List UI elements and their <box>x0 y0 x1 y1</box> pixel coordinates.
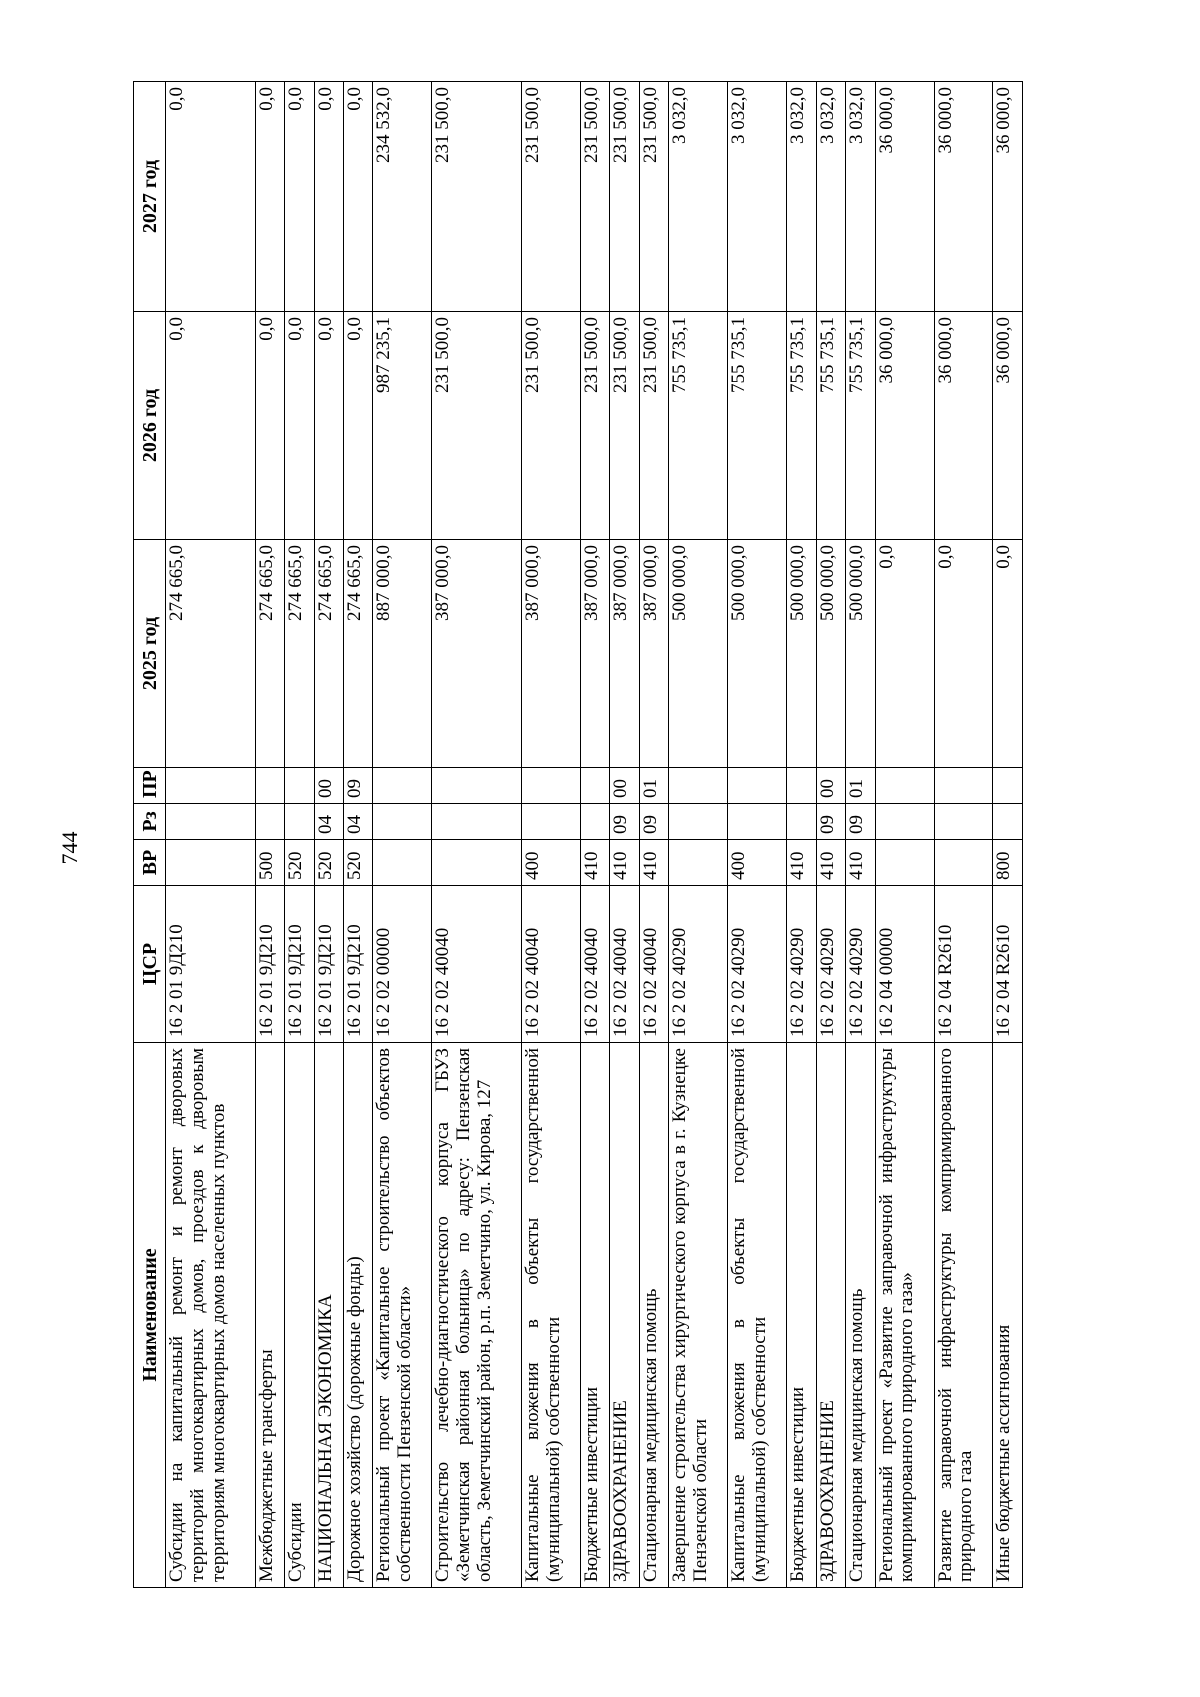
name-cell: Иные бюджетные ассигнования <box>993 1043 1023 1588</box>
rz-cell <box>255 804 284 840</box>
amount-2027-cell: 3 032,0 <box>728 82 787 312</box>
amount-2026-cell: 231 500,0 <box>580 312 609 540</box>
csr-cell: 16 2 02 40290 <box>846 886 875 1043</box>
amount-2027-cell: 0,0 <box>166 82 256 312</box>
rz-cell: 09 <box>610 804 639 840</box>
vr-cell: 410 <box>610 840 639 886</box>
rz-cell <box>875 804 934 840</box>
table-row <box>285 82 314 1588</box>
amount-2025-cell: 500 000,0 <box>787 540 816 768</box>
header-2025: 2025 год <box>134 540 166 768</box>
amount-2026-cell: 36 000,0 <box>993 312 1023 540</box>
header-2026: 2026 год <box>134 312 166 540</box>
amount-2026-cell: 0,0 <box>343 312 372 540</box>
amount-2026-cell: 987 235,1 <box>373 312 432 540</box>
csr-cell: 16 2 04 00000 <box>875 886 934 1043</box>
amount-2025-cell: 274 665,0 <box>166 540 256 768</box>
amount-2027-cell: 36 000,0 <box>993 82 1023 312</box>
pr-cell: 00 <box>816 768 845 804</box>
csr-cell: 16 2 02 40290 <box>669 886 728 1043</box>
header-pr: ПР <box>134 768 166 804</box>
amount-2026-cell: 36 000,0 <box>934 312 993 540</box>
amount-2026-cell: 755 735,1 <box>728 312 787 540</box>
amount-2026-cell: 755 735,1 <box>846 312 875 540</box>
amount-2025-cell: 500 000,0 <box>816 540 845 768</box>
rz-cell: 09 <box>816 804 845 840</box>
pr-cell: 00 <box>610 768 639 804</box>
table-row <box>166 82 256 1588</box>
pr-cell <box>728 768 787 804</box>
name-cell: ЗДРАВООХРАНЕНИЕ <box>816 1043 845 1588</box>
pr-cell <box>787 768 816 804</box>
pr-cell <box>934 768 993 804</box>
amount-2025-cell: 387 000,0 <box>580 540 609 768</box>
amount-2025-cell: 0,0 <box>993 540 1023 768</box>
name-cell: Стационарная медицинская помощь <box>639 1043 668 1588</box>
name-cell: Региональный проект «Капитальное строительство объектов собственности Пензенской области» <box>373 1043 432 1588</box>
table-row <box>432 82 522 1588</box>
csr-cell: 16 2 02 40040 <box>432 886 522 1043</box>
vr-cell: 400 <box>728 840 787 886</box>
table-row <box>816 82 845 1588</box>
table-row <box>787 82 816 1588</box>
rz-cell <box>993 804 1023 840</box>
amount-2027-cell: 3 032,0 <box>846 82 875 312</box>
vr-cell <box>934 840 993 886</box>
pr-cell <box>521 768 580 804</box>
csr-cell: 16 2 01 9Д210 <box>166 886 256 1043</box>
vr-cell <box>669 840 728 886</box>
pr-cell <box>166 768 256 804</box>
name-cell: Межбюджетные трансферты <box>255 1043 284 1588</box>
name-cell: НАЦИОНАЛЬНАЯ ЭКОНОМИКА <box>314 1043 343 1588</box>
amount-2027-cell: 231 500,0 <box>521 82 580 312</box>
csr-cell: 16 2 02 40040 <box>639 886 668 1043</box>
vr-cell <box>373 840 432 886</box>
name-cell: Капитальные вложения в объекты государственной (муниципальной) собственности <box>521 1043 580 1588</box>
vr-cell: 410 <box>639 840 668 886</box>
amount-2026-cell: 231 500,0 <box>639 312 668 540</box>
name-cell: Капитальные вложения в объекты государственной (муниципальной) собственности <box>728 1043 787 1588</box>
rz-cell <box>521 804 580 840</box>
table-row <box>255 82 284 1588</box>
amount-2025-cell: 274 665,0 <box>343 540 372 768</box>
amount-2027-cell: 3 032,0 <box>787 82 816 312</box>
table-row <box>521 82 580 1588</box>
amount-2025-cell: 274 665,0 <box>255 540 284 768</box>
header-vr: ВР <box>134 840 166 886</box>
name-cell: Развитие заправочной инфраструктуры компримированного природного газа <box>934 1043 993 1588</box>
rz-cell: 04 <box>343 804 372 840</box>
pr-cell: 00 <box>314 768 343 804</box>
amount-2026-cell: 231 500,0 <box>432 312 522 540</box>
vr-cell: 410 <box>580 840 609 886</box>
table-row <box>993 82 1023 1588</box>
name-cell: Дорожное хозяйство (дорожные фонды) <box>343 1043 372 1588</box>
amount-2026-cell: 0,0 <box>255 312 284 540</box>
rz-cell <box>285 804 314 840</box>
budget-table <box>133 81 1023 1588</box>
amount-2025-cell: 0,0 <box>875 540 934 768</box>
rotated-table-container <box>133 82 1023 1588</box>
rz-cell: 09 <box>639 804 668 840</box>
vr-cell: 410 <box>816 840 845 886</box>
amount-2025-cell: 887 000,0 <box>373 540 432 768</box>
amount-2025-cell: 274 665,0 <box>285 540 314 768</box>
csr-cell: 16 2 01 9Д210 <box>285 886 314 1043</box>
amount-2026-cell: 0,0 <box>285 312 314 540</box>
csr-cell: 16 2 02 40040 <box>521 886 580 1043</box>
name-cell: Региональный проект «Развитие заправочной инфраструктуры компримированного природного газа» <box>875 1043 934 1588</box>
vr-cell: 520 <box>343 840 372 886</box>
rz-cell <box>580 804 609 840</box>
amount-2027-cell: 0,0 <box>255 82 284 312</box>
amount-2025-cell: 387 000,0 <box>521 540 580 768</box>
table-row <box>639 82 668 1588</box>
csr-cell: 16 2 02 40290 <box>728 886 787 1043</box>
csr-cell: 16 2 02 40290 <box>787 886 816 1043</box>
rz-cell <box>432 804 522 840</box>
amount-2027-cell: 3 032,0 <box>669 82 728 312</box>
rz-cell <box>166 804 256 840</box>
vr-cell: 410 <box>846 840 875 886</box>
amount-2027-cell: 36 000,0 <box>875 82 934 312</box>
amount-2025-cell: 500 000,0 <box>846 540 875 768</box>
pr-cell <box>669 768 728 804</box>
header-2027: 2027 год <box>134 82 166 312</box>
vr-cell <box>432 840 522 886</box>
rz-cell <box>787 804 816 840</box>
header-csr: ЦСР <box>134 886 166 1043</box>
table-body <box>166 82 1023 1588</box>
vr-cell: 800 <box>993 840 1023 886</box>
name-cell: Субсидии <box>285 1043 314 1588</box>
amount-2025-cell: 387 000,0 <box>432 540 522 768</box>
amount-2027-cell: 0,0 <box>343 82 372 312</box>
amount-2027-cell: 3 032,0 <box>816 82 845 312</box>
csr-cell: 16 2 04 R2610 <box>993 886 1023 1043</box>
rz-cell <box>728 804 787 840</box>
amount-2027-cell: 0,0 <box>314 82 343 312</box>
csr-cell: 16 2 02 40040 <box>580 886 609 1043</box>
table-row <box>314 82 343 1588</box>
vr-cell: 400 <box>521 840 580 886</box>
amount-2027-cell: 231 500,0 <box>432 82 522 312</box>
pr-cell <box>993 768 1023 804</box>
csr-cell: 16 2 02 40040 <box>610 886 639 1043</box>
amount-2025-cell: 500 000,0 <box>669 540 728 768</box>
csr-cell: 16 2 01 9Д210 <box>255 886 284 1043</box>
vr-cell: 500 <box>255 840 284 886</box>
amount-2026-cell: 755 735,1 <box>787 312 816 540</box>
pr-cell <box>285 768 314 804</box>
amount-2027-cell: 36 000,0 <box>934 82 993 312</box>
table-row <box>846 82 875 1588</box>
rz-cell <box>373 804 432 840</box>
pr-cell: 01 <box>639 768 668 804</box>
name-cell: Субсидии на капитальный ремонт и ремонт дворовых территорий многоквартирных домов, проездов к дворовым территориям многоквартирных домов населенных пунктов <box>166 1043 256 1588</box>
amount-2026-cell: 0,0 <box>166 312 256 540</box>
amount-2025-cell: 387 000,0 <box>639 540 668 768</box>
pr-cell <box>432 768 522 804</box>
page-number: 744 <box>57 831 82 865</box>
amount-2025-cell: 274 665,0 <box>314 540 343 768</box>
csr-cell: 16 2 02 00000 <box>373 886 432 1043</box>
name-cell: ЗДРАВООХРАНЕНИЕ <box>610 1043 639 1588</box>
amount-2027-cell: 231 500,0 <box>610 82 639 312</box>
vr-cell: 410 <box>787 840 816 886</box>
amount-2027-cell: 234 532,0 <box>373 82 432 312</box>
rz-cell <box>669 804 728 840</box>
amount-2026-cell: 755 735,1 <box>669 312 728 540</box>
amount-2025-cell: 500 000,0 <box>728 540 787 768</box>
rz-cell <box>934 804 993 840</box>
pr-cell <box>255 768 284 804</box>
pr-cell <box>875 768 934 804</box>
vr-cell: 520 <box>285 840 314 886</box>
name-cell: Стационарная медицинская помощь <box>846 1043 875 1588</box>
name-cell: Бюджетные инвестиции <box>787 1043 816 1588</box>
csr-cell: 16 2 01 9Д210 <box>314 886 343 1043</box>
table-row <box>728 82 787 1588</box>
table-row <box>373 82 432 1588</box>
header-row <box>134 82 166 1588</box>
name-cell: Завершение строительства хирургического корпуса в г. Кузнецке Пензенской области <box>669 1043 728 1588</box>
table-row <box>875 82 934 1588</box>
rz-cell: 09 <box>846 804 875 840</box>
pr-cell: 09 <box>343 768 372 804</box>
amount-2026-cell: 231 500,0 <box>521 312 580 540</box>
table-row <box>343 82 372 1588</box>
csr-cell: 16 2 02 40290 <box>816 886 845 1043</box>
pr-cell <box>580 768 609 804</box>
amount-2026-cell: 36 000,0 <box>875 312 934 540</box>
amount-2026-cell: 755 735,1 <box>816 312 845 540</box>
table-row <box>610 82 639 1588</box>
amount-2027-cell: 231 500,0 <box>580 82 609 312</box>
pr-cell: 01 <box>846 768 875 804</box>
vr-cell <box>875 840 934 886</box>
vr-cell: 520 <box>314 840 343 886</box>
vr-cell <box>166 840 256 886</box>
amount-2025-cell: 387 000,0 <box>610 540 639 768</box>
amount-2025-cell: 0,0 <box>934 540 993 768</box>
pr-cell <box>373 768 432 804</box>
amount-2026-cell: 0,0 <box>314 312 343 540</box>
name-cell: Строительство лечебно-диагностического корпуса ГБУЗ «Земетчинская районная больница» по адресу: Пензенская область, Земетчинский район, р.п. Земетчино, ул. Кирова, 127 <box>432 1043 522 1588</box>
name-cell: Бюджетные инвестиции <box>580 1043 609 1588</box>
table-row <box>934 82 993 1588</box>
table-row <box>669 82 728 1588</box>
csr-cell: 16 2 04 R2610 <box>934 886 993 1043</box>
table-row <box>580 82 609 1588</box>
amount-2027-cell: 0,0 <box>285 82 314 312</box>
header-name: Наименование <box>134 1043 166 1588</box>
amount-2027-cell: 231 500,0 <box>639 82 668 312</box>
rz-cell: 04 <box>314 804 343 840</box>
csr-cell: 16 2 01 9Д210 <box>343 886 372 1043</box>
header-rz: Рз <box>134 804 166 840</box>
amount-2026-cell: 231 500,0 <box>610 312 639 540</box>
